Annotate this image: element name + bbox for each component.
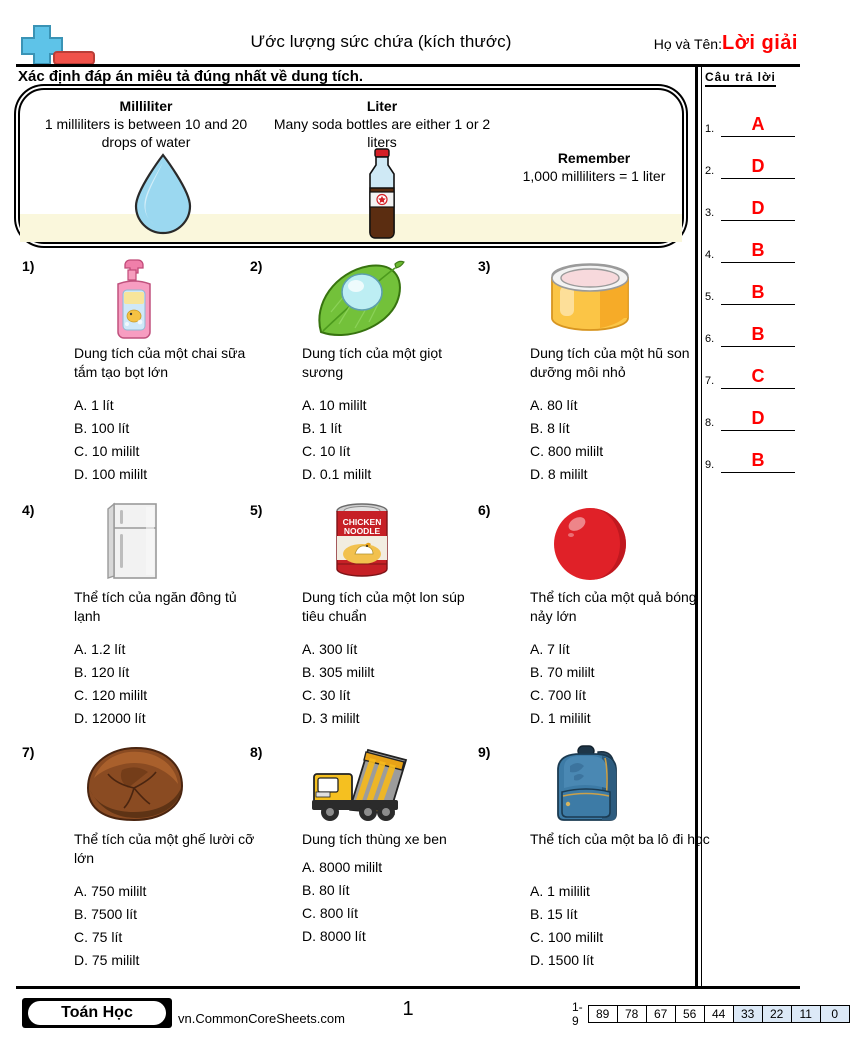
- question-number: 6): [478, 502, 491, 518]
- answer-value: D: [751, 198, 765, 218]
- question-prompt: Thể tích của một quả bóng nảy lớn: [530, 589, 697, 624]
- choice-d[interactable]: D. 1500 lít: [530, 952, 594, 969]
- question-prompt: Dung tích của một hũ son dưỡng môi nhỏ: [530, 345, 690, 380]
- question-number: 5): [250, 502, 263, 518]
- soup-can-icon: [302, 502, 422, 584]
- question-number: 9): [478, 744, 491, 760]
- choice-b[interactable]: B. 15 lít: [530, 906, 578, 923]
- answer-number: 6.: [705, 333, 715, 345]
- choice-b[interactable]: B. 70 mililt: [530, 664, 595, 681]
- choice-c[interactable]: C. 700 lít: [530, 687, 587, 704]
- question-choices[interactable]: [302, 638, 484, 730]
- choice-c[interactable]: C. 120 mililt: [74, 687, 148, 704]
- answer-value: B: [751, 282, 765, 302]
- choice-d[interactable]: D. 8 mililt: [530, 466, 588, 483]
- instruction-text: Xác định đáp án miêu tả đúng nhất về dung tích.: [18, 68, 364, 85]
- soup-can-label-line1: CHICKEN: [342, 517, 382, 527]
- choice-b[interactable]: B. 80 lít: [302, 882, 350, 899]
- choice-d[interactable]: D. 1 mililit: [530, 710, 591, 727]
- page-title: Ước lượng sức chứa (kích thước): [250, 32, 512, 51]
- answer-column-heading: Câu trả lời: [705, 70, 776, 87]
- student-name-value: Lời giải: [721, 32, 798, 54]
- question-number: 7): [22, 744, 35, 760]
- reference-info-box: [18, 88, 684, 244]
- choice-a[interactable]: A. 1.2 lít: [74, 641, 126, 657]
- answer-number: 5.: [705, 291, 715, 303]
- score-cell: 78: [618, 1006, 647, 1022]
- choice-a[interactable]: A. 1 mililit: [530, 883, 590, 899]
- info-milliliter-heading: Milliliter: [119, 98, 173, 114]
- soup-can-label-line2: NOODLE: [343, 526, 381, 536]
- score-cell: 44: [705, 1006, 734, 1022]
- answer-value: A: [751, 114, 765, 134]
- score-scale-label: 1-9: [572, 1000, 583, 1028]
- score-cell: 0: [821, 1006, 849, 1022]
- lip-balm-jar-icon: [530, 258, 650, 340]
- choice-b[interactable]: B. 100 lít: [74, 420, 130, 437]
- question-number: 4): [22, 502, 35, 518]
- score-cell: 11: [792, 1006, 821, 1022]
- score-cell: 67: [647, 1006, 676, 1022]
- answer-row[interactable]: [705, 263, 801, 305]
- answer-value: D: [751, 408, 765, 428]
- bean-bag-chair-icon: [74, 744, 194, 826]
- choice-c[interactable]: C. 800 mililt: [530, 443, 604, 460]
- question-choices[interactable]: [74, 394, 256, 486]
- score-cell: 89: [589, 1006, 618, 1022]
- choice-a[interactable]: A. 300 lít: [302, 641, 358, 657]
- question-choices[interactable]: [530, 638, 712, 730]
- answer-row[interactable]: [705, 221, 801, 263]
- info-box-cream-band: [20, 214, 682, 242]
- choice-a[interactable]: A. 8000 mililt: [302, 859, 383, 875]
- info-remember-heading: Remember: [557, 150, 631, 166]
- refrigerator-icon: [74, 502, 194, 584]
- page-header: [16, 20, 800, 68]
- answer-row[interactable]: [705, 95, 801, 137]
- answer-number: 9.: [705, 459, 715, 471]
- question-choices[interactable]: [74, 638, 256, 730]
- answer-value: C: [751, 366, 765, 386]
- student-name-field[interactable]: [654, 32, 798, 55]
- choice-a[interactable]: A. 750 mililt: [74, 883, 147, 899]
- choice-b[interactable]: B. 7500 lít: [74, 906, 138, 923]
- choice-a[interactable]: A. 1 lít: [74, 397, 114, 413]
- choice-d[interactable]: D. 100 mililt: [74, 466, 148, 483]
- choice-b[interactable]: B. 305 mililt: [302, 664, 375, 681]
- bouncy-ball-icon: [530, 502, 650, 584]
- answer-number: 4.: [705, 249, 715, 261]
- question-prompt: Dung tích thùng xe ben: [302, 831, 447, 847]
- choice-a[interactable]: A. 10 mililt: [302, 397, 367, 413]
- info-liter-heading: Liter: [366, 98, 398, 114]
- score-scale-cells: [588, 1005, 850, 1023]
- answer-row[interactable]: [705, 431, 801, 473]
- question-prompt: Thể tích của một ba lô đi học: [530, 831, 710, 847]
- question-prompt: Thể tích của một ghế lười cỡ lớn: [74, 831, 255, 866]
- page-number: 1: [402, 998, 414, 1020]
- water-drop-icon: [128, 152, 198, 241]
- question-choices[interactable]: [302, 394, 484, 486]
- score-cell: 22: [763, 1006, 792, 1022]
- question-choices[interactable]: [530, 880, 712, 972]
- choice-d[interactable]: D. 8000 lít: [302, 928, 366, 945]
- answer-value: B: [751, 240, 765, 260]
- question-prompt: Thể tích của ngăn đông tủ lạnh: [74, 589, 237, 624]
- question-number: 2): [250, 258, 263, 274]
- answer-number: 7.: [705, 375, 715, 387]
- info-liter-column: [266, 98, 498, 151]
- answer-row[interactable]: [705, 137, 801, 179]
- question-prompt: Dung tích của một lon súp tiêu chuẩn: [302, 589, 465, 624]
- answer-value: D: [751, 156, 765, 176]
- answer-row[interactable]: [705, 305, 801, 347]
- info-milliliter-text: 1 milliliters is between 10 and 20 drops of water: [44, 116, 248, 150]
- footer-divider: [16, 986, 800, 989]
- soda-bottle-icon: [360, 148, 404, 243]
- score-cell: 33: [734, 1006, 763, 1022]
- choice-c[interactable]: C. 100 mililt: [530, 929, 604, 946]
- question-number: 8): [250, 744, 263, 760]
- answer-row[interactable]: [705, 389, 801, 431]
- answer-number: 2.: [705, 165, 715, 177]
- brand-label: Toán Học: [28, 1001, 166, 1025]
- choice-c[interactable]: C. 10 mililt: [74, 443, 140, 460]
- question-choices[interactable]: [530, 394, 715, 486]
- choice-a[interactable]: A. 7 lít: [530, 641, 570, 657]
- info-milliliter-column: [30, 98, 262, 151]
- choice-c[interactable]: C. 10 lít: [302, 443, 351, 460]
- choice-c[interactable]: C. 75 lít: [74, 929, 123, 946]
- dump-truck-icon: [302, 744, 422, 826]
- question-prompt: Dung tích của một chai sữa tắm tạo bọt lớn: [74, 345, 246, 380]
- dew-drop-on-leaf-icon: [302, 258, 422, 340]
- site-url: vn.CommonCoreSheets.com: [178, 1011, 345, 1026]
- choice-d[interactable]: D. 75 mililt: [74, 952, 140, 969]
- choice-d[interactable]: D. 0.1 mililt: [302, 466, 372, 483]
- question-number: 3): [478, 258, 491, 274]
- choice-d[interactable]: D. 3 mililt: [302, 710, 360, 727]
- answer-value: B: [751, 450, 765, 470]
- bubble-bath-bottle-icon: [74, 258, 194, 340]
- backpack-icon: [530, 744, 650, 826]
- answer-row[interactable]: [705, 179, 801, 221]
- question-choices[interactable]: [74, 880, 256, 972]
- student-name-label: Họ và Tên:: [653, 36, 722, 52]
- question-choices[interactable]: [302, 856, 484, 948]
- score-scale: [572, 1000, 850, 1028]
- answer-number: 8.: [705, 417, 715, 429]
- choice-d[interactable]: D. 12000 lít: [74, 710, 146, 727]
- info-remember-text: 1,000 milliliters = 1 liter: [522, 168, 666, 184]
- question-number: 1): [22, 258, 35, 274]
- answer-number: 1.: [705, 123, 715, 135]
- answer-row[interactable]: [705, 347, 801, 389]
- choice-b[interactable]: B. 120 lít: [74, 664, 130, 681]
- question-prompt: Dung tích của một giọt sương: [302, 345, 443, 380]
- choice-b[interactable]: B. 8 lít: [530, 420, 570, 437]
- answer-value: B: [751, 324, 765, 344]
- info-remember-column: [506, 150, 682, 186]
- choice-c[interactable]: C. 30 lít: [302, 687, 351, 704]
- info-liter-text: Many soda bottles are either 1 or 2 liters: [273, 116, 491, 150]
- plus-minus-logo-icon: [16, 22, 100, 68]
- choice-b[interactable]: B. 1 lít: [302, 420, 342, 437]
- choice-a[interactable]: A. 80 lít: [530, 397, 578, 413]
- answer-line: [721, 472, 795, 473]
- header-divider: [16, 64, 800, 67]
- choice-c[interactable]: C. 800 lít: [302, 905, 359, 922]
- answer-key-column: [705, 68, 801, 473]
- score-cell: 56: [676, 1006, 705, 1022]
- answer-number: 3.: [705, 207, 715, 219]
